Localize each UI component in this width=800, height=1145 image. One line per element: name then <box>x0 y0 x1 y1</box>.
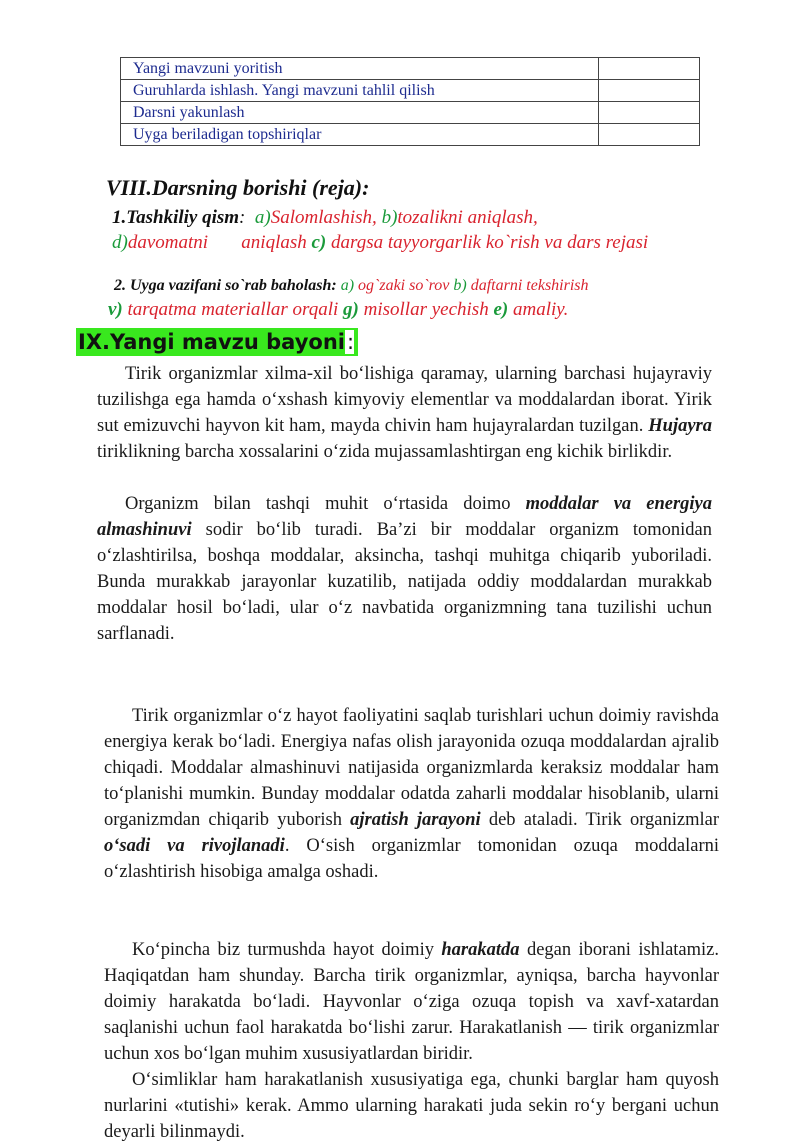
term-growth: o‘sadi va rivojlanadi <box>104 836 285 856</box>
item-c-letter: c) <box>311 232 327 253</box>
hw-g-letter: g) <box>343 299 359 320</box>
term-movement: harakatda <box>441 940 520 960</box>
hw-a-text: og`zaki so`rov <box>358 277 450 294</box>
paragraph-cell <box>97 361 712 465</box>
org-stage-line-2 <box>112 232 648 254</box>
section-9-colon: : <box>346 330 355 354</box>
paragraph-text: tiriklikning barcha xossalarini o‘zida mujassamlashtirgan eng kichik birlikdir. <box>97 442 673 462</box>
paragraph-metabolism <box>97 491 712 647</box>
table-cell-stage: Darsni yakunlash <box>121 102 599 124</box>
paragraph-text: Organizm bilan tashqi muhit o‘rtasida doimo <box>125 494 511 514</box>
paragraph-text: O‘simliklar ham harakatlanish xususiyatiga ega, chunki barglar ham quyosh nurlarini «tutishi» kerak. Ammo ularning harakati juda sekin ro‘y bergani uchun deyarli bilinmaydi. <box>104 1070 719 1142</box>
item-a-letter: a) <box>254 207 271 228</box>
item-d-letter: d) <box>112 232 128 253</box>
hw-b-text: daftarni tekshirish <box>470 277 589 294</box>
item-c-text: dargsa tayyorgarlik ko`rish va dars rejasi <box>331 232 649 253</box>
item-b-letter: b) <box>381 207 398 228</box>
paragraph-movement <box>104 937 719 1067</box>
item-a-text: Salomlashish, <box>270 207 377 228</box>
org-stage-line <box>112 207 538 229</box>
section-9-heading <box>76 328 358 356</box>
table-cell-stage: Guruhlarda ishlash. Yangi mavzuni tahlil qilish <box>121 80 599 102</box>
term-hujayra: Hujayra <box>648 416 712 436</box>
paragraph-text: Tirik organizmlar o‘z hayot faoliyatini saqlab turishlari uchun doimiy ravishda energiya kerak bo‘ladi. Energiya nafas olish jarayonida ozuqa moddalardan ajralib chiqadi. Moddalar almashinuvi natijasida organizmlarda keraksiz moddalar ham to‘planishi mumkin. Bunday moddalar odatda zaharli moddalar hisoblanib, ularni organizmdan chiqarib yuborish <box>104 706 719 830</box>
paragraph-text: sodir bo‘lib turadi. Ba’zi bir moddalar organizm tomonidan o‘zlashtirilsa, boshqa moddalar, aksincha, tashqi muhitga chiqarib yuboriladi. Bunda murakkab jarayonlar kuzatilib, natijada oddiy moddalardan murakkab moddalar hosil bo‘ladi, ular o‘z navbatida organizmning tana tuzilishi uchun sarflanadi. <box>97 520 713 644</box>
table-row <box>121 124 700 146</box>
hw-e-letter: e) <box>493 299 509 320</box>
section-9-heading-text: IX.Yangi mavzu bayoni <box>78 330 345 354</box>
lesson-plan-table <box>120 57 700 146</box>
paragraph-text: . O‘sish organizmlar tomonidan ozuqa moddalarni o‘zlashtirish hisobiga amalga oshadi. <box>104 836 719 882</box>
table-cell-time <box>599 124 700 146</box>
item-d-text: davomatni aniqlash <box>127 232 307 253</box>
hw-b-letter: b) <box>453 277 467 294</box>
table-row <box>121 58 700 80</box>
table-row <box>121 80 700 102</box>
table-cell-stage: Uyga beriladigan topshiriqlar <box>121 124 599 146</box>
section-8-heading: VIII.Darsning borishi (reja): <box>106 175 370 200</box>
homework-check-line <box>114 277 589 295</box>
hw-e-text: amaliy. <box>512 299 569 320</box>
term-metabolism: moddalar va energiya almashinuvi <box>97 494 713 540</box>
table-row <box>121 102 700 124</box>
homework-check-label: 2. Uyga vazifani so`rab baholash: <box>114 277 337 294</box>
paragraph-plants <box>104 1067 719 1145</box>
paragraph-text: Ko‘pincha biz turmushda hayot doimiy <box>132 940 434 960</box>
org-stage-colon: : <box>239 207 246 228</box>
paragraph-text: deb ataladi. Tirik organizmlar <box>488 810 720 830</box>
table-cell-time <box>599 102 700 124</box>
term-excretion: ajratish jarayoni <box>350 810 481 830</box>
item-b-text: tozalikni aniqlash, <box>397 207 538 228</box>
homework-check-line-2 <box>108 299 568 321</box>
hw-g-text: misollar yechish <box>363 299 489 320</box>
paragraph-text: Tirik organizmlar xilma-xil bo‘lishiga qaramay, ularning barchasi hujayraviy tuzilishga ega hamda o‘xshash kimyoviy elementlar va moddalardan iborat. Yirik sut emizuvchi hayvon kit ham, mayda chivin ham hujayralardan tuzilgan. <box>97 364 712 436</box>
paragraph-text: degan iborani ishlatamiz. Haqiqatdan ham shunday. Barcha tirik organizmlar, ayniqsa, barcha hayvonlar doimiy harakatda bo‘ladi. Hayvonlar o‘ziga ozuqa topish va xavf-xatardan saqlanishi uchun faol harakatda bo‘lishi zarur. Harakatlanish — tirik organizmlar uchun xos bo‘lgan muhim xususiyatlardan biridir. <box>104 940 720 1064</box>
table-cell-time <box>599 80 700 102</box>
hw-v-text: tarqatma materiallar orqali <box>127 299 339 320</box>
paragraph-energy <box>104 703 719 885</box>
hw-a-letter: a) <box>340 277 355 294</box>
table-cell-stage: Yangi mavzuni yoritish <box>121 58 599 80</box>
table-cell-time <box>599 58 700 80</box>
hw-v-letter: v) <box>108 299 123 320</box>
org-stage-label: 1.Tashkiliy qism <box>112 207 240 228</box>
